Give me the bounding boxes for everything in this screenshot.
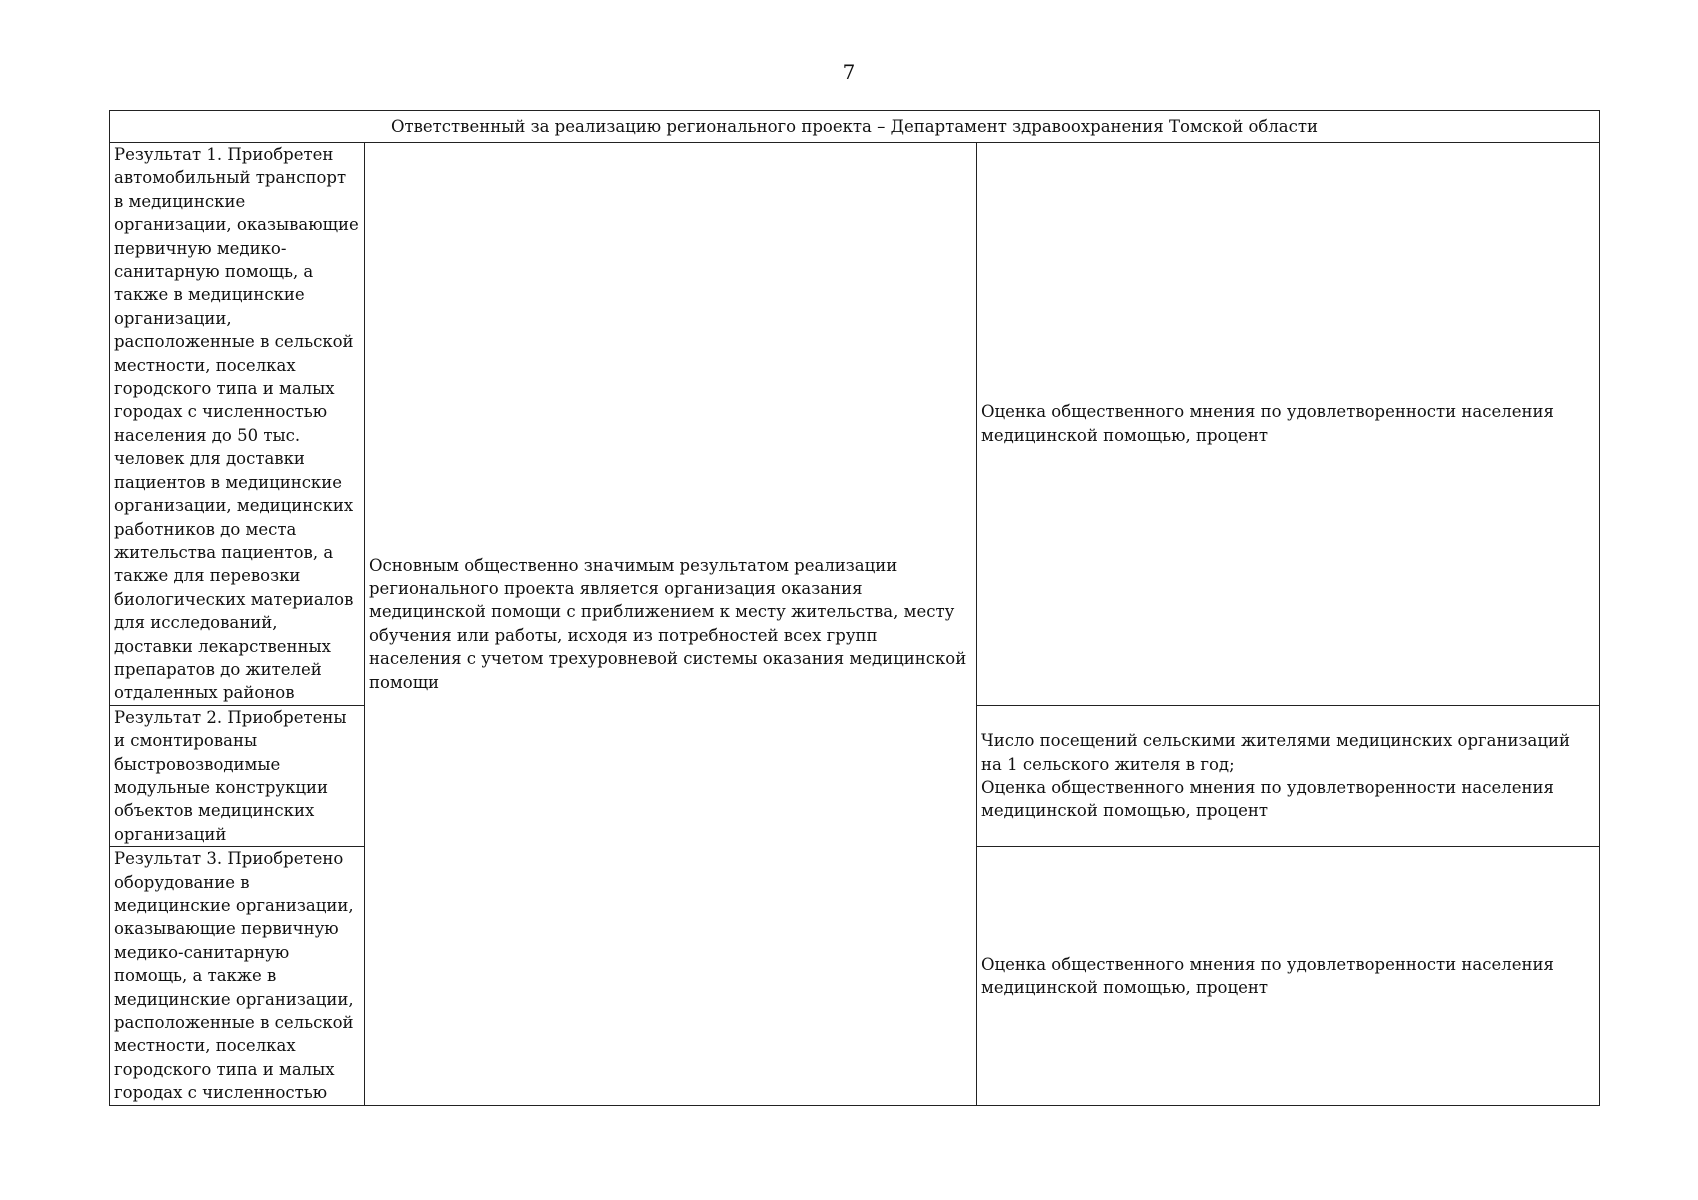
page-number: 7 xyxy=(842,60,856,84)
table-row xyxy=(110,143,1600,706)
indicator-text: Число посещений сельскими жителями медицинских организаций на 1 сельского жителя в год; xyxy=(981,731,1570,774)
responsible-header: Ответственный за реализацию регионального проекта – Департамент здравоохранения Томской области xyxy=(110,111,1600,143)
table-header-row xyxy=(110,111,1600,143)
indicator-text: Оценка общественного мнения по удовлетворенности населения медицинской помощью, процент xyxy=(981,777,1554,821)
social-result-cell: Основным общественно значимым результатом реализации регионального проекта является организация оказания медицинской помощи с приближением к месту жительства, месту обучения или работы, исходя из потребностей всех групп населения с учетом трехуровневой системы оказания медицинской помощи xyxy=(365,143,977,1106)
result-3-indicators-cell xyxy=(977,847,1600,1105)
result-1-indicators-cell xyxy=(977,143,1600,706)
result-2-cell: Результат 2. Приобретены и смонтированы быстровозводимые модульные конструкции объектов медицинских организаций xyxy=(110,705,365,846)
result-1-cell: Результат 1. Приобретен автомобильный транспорт в медицинские организации, оказывающие первичную медико-санитарную помощь, а также в медицинские организации, расположенные в сельской местности, поселках городского типа и малых городах с численностью населения до 50 тыс. человек для доставки пациентов в медицинские организации, медицинских работников до места жительства пациентов, а также для перевозки биологических материалов для исследований, доставки лекарственных препаратов до жителей отдаленных районов xyxy=(110,143,365,706)
result-3-cell: Результат 3. Приобретено оборудование в медицинские организации, оказывающие первичную медико-санитарную помощь, а также в медицинские организации, расположенные в сельской местности, поселках городского типа и малых городах с численностью xyxy=(110,847,365,1105)
indicator-text: Оценка общественного мнения по удовлетворенности населения медицинской помощью, процент xyxy=(981,954,1554,997)
indicator-text: Оценка общественного мнения по удовлетворенности населения медицинской помощью, процент xyxy=(981,402,1554,445)
result-2-indicators-cell xyxy=(977,705,1600,846)
regional-project-table xyxy=(109,110,1600,1106)
